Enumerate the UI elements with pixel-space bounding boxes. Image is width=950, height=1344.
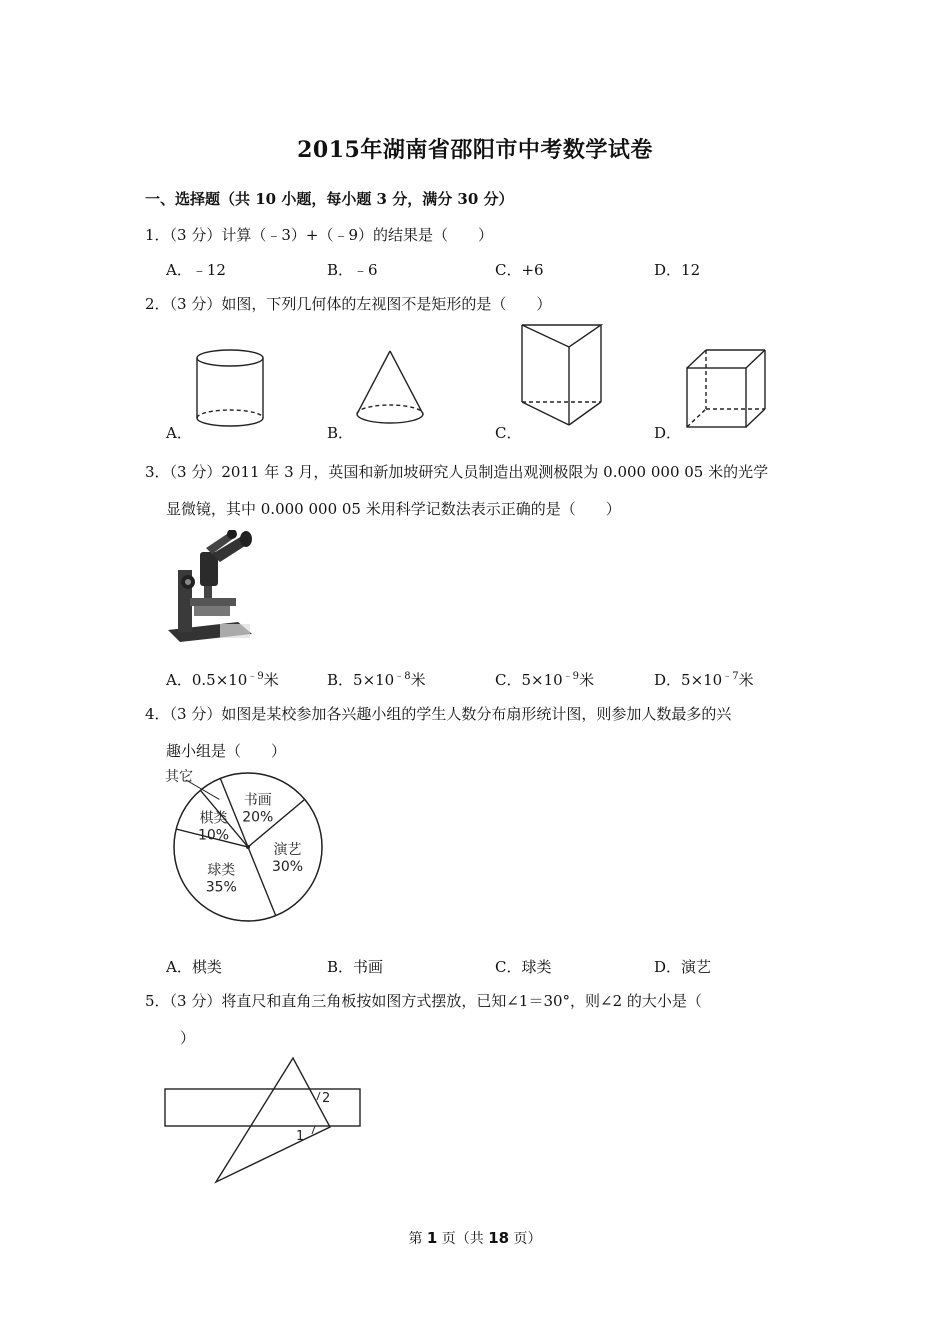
- question-3-stem: 3．（3 分）2011 年 3 月，英国和新加坡研究人员制造出观测极限为 0.000 000 05 米的光学: [145, 463, 769, 481]
- page-title: 2015年湖南省邵阳市中考数学试卷: [297, 137, 653, 163]
- angle-2-label: 2: [322, 1091, 331, 1106]
- interest-group-pie-chart: [150, 762, 340, 932]
- cylinder-figure: [197, 350, 263, 426]
- cube-figure: [687, 350, 765, 427]
- q1-option-b: B．﹣6: [327, 261, 378, 279]
- pie-value-2: 35%: [205, 879, 237, 896]
- pie-value-3: 10%: [197, 827, 230, 844]
- q4-option-d: D．演艺: [654, 958, 712, 976]
- q2-option-c: C．: [495, 424, 522, 442]
- q2-option-d: D．: [654, 424, 682, 442]
- q3-option-d: D．$5\times 10^{﹣7}$米: [654, 671, 754, 689]
- question-3-stem-cont: 显微镜，其中 0.000 000 05 米用科学记数法表示正确的是（ ）: [166, 500, 621, 518]
- triangular-prism-figure: [522, 325, 601, 425]
- q4-option-b: B．书画: [327, 958, 384, 976]
- q4-option-c: C．球类: [495, 958, 552, 976]
- page-footer: 第 1 页（共 18 页）: [408, 1229, 542, 1247]
- pie-label-0: 书画: [243, 792, 272, 809]
- section-heading: 一、选择题（共 10 小题，每小题 3 分，满分 30 分）: [145, 190, 514, 208]
- question-4-stem-cont: 趣小组是（ ）: [166, 742, 287, 760]
- cone-figure: [357, 351, 423, 423]
- pie-center: [246, 845, 250, 849]
- q3-option-c: C．$5\times 10^{﹣9}$米: [495, 671, 595, 689]
- q4-option-a: A．棋类: [166, 958, 222, 976]
- q3-option-b: B．$5\times 10^{﹣8}$米: [327, 671, 426, 689]
- pie-label-3: 棋类: [199, 810, 228, 827]
- question-5-stem: 5．（3 分）将直尺和直角三角板按如图方式摆放，已知∠1＝30°，则∠2 的大小是（: [145, 992, 702, 1010]
- pie-label-4: 其它: [165, 769, 193, 785]
- question-2-stem: 2．（3 分）如图，下列几何体的左视图不是矩形的是（ ）: [145, 295, 552, 313]
- q1-option-c: C．+6: [495, 261, 544, 279]
- q3-option-a: A．$0.5\times 10^{﹣9}$米: [166, 671, 279, 689]
- question-5-stem-cont: ）: [180, 1029, 196, 1047]
- q2-option-a: A．: [166, 424, 192, 442]
- pie-value-1: 30%: [271, 858, 304, 875]
- pie-value-0: 20%: [242, 809, 274, 826]
- q1-option-a: A．﹣12: [166, 261, 226, 279]
- ruler-triangle-figure: [155, 1050, 370, 1190]
- pie-label-1: 演艺: [273, 841, 302, 858]
- set-square-triangle: [216, 1058, 330, 1182]
- pie-label-2: 球类: [207, 862, 236, 879]
- q1-option-d: D．12: [654, 261, 701, 279]
- microscope-image: [160, 530, 260, 645]
- angle-1-label: 1: [296, 1129, 305, 1144]
- question-1-stem: 1．（3 分）计算（﹣3）+（﹣9）的结果是（ ）: [145, 226, 494, 244]
- question-4-stem: 4．（3 分）如图是某校参加各兴趣小组的学生人数分布扇形统计图，则参加人数最多的兴: [145, 705, 732, 723]
- q2-option-b: B．: [327, 424, 354, 442]
